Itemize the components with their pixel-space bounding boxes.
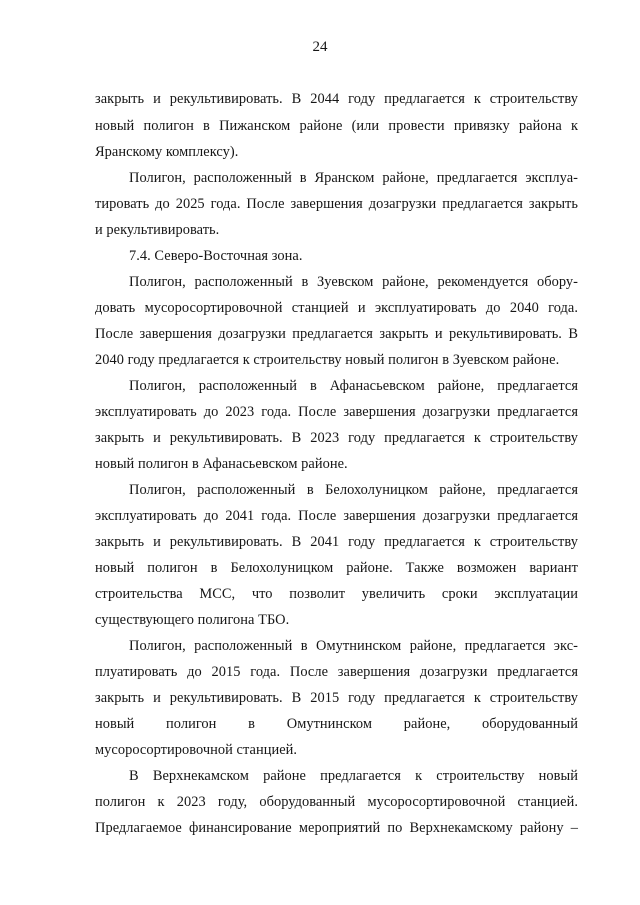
text-line: Яранскому комплексу). <box>95 144 239 160</box>
text-line: мусоросортировочной станцией. <box>95 742 298 758</box>
paragraph-first-line: Полигон, расположенный в Белохолуницком районе, предлагается <box>129 482 578 498</box>
text-line: новый полигон в Афанасьевском районе. <box>95 456 348 472</box>
text-line: После завершения дозагрузки предлагается закрыть и рекультивировать. В <box>95 326 578 342</box>
paragraph-first-line: Полигон, расположенный в Яранском районе, предлагается эксплуа- <box>129 170 578 186</box>
text-line: довать мусоросортировочной станцией и эксплуатировать до 2040 года. <box>95 300 578 316</box>
paragraph-first-line: Полигон, расположенный в Зуевском районе, рекомендуется обору- <box>129 274 578 290</box>
page-number: 24 <box>312 39 328 55</box>
text-line: 2040 году предлагается к строительству новый полигон в Зуевском районе. <box>95 352 560 368</box>
document-body <box>95 0 578 905</box>
section-heading: 7.4. Северо-Восточная зона. <box>129 248 303 264</box>
text-line: закрыть и рекультивировать. В 2015 году предлагается к строительству <box>95 690 578 706</box>
paragraph-first-line: Полигон, расположенный в Афанасьевском районе, предлагается <box>129 378 578 394</box>
text-line: строительства МСС, что позволит увеличить сроки эксплуатации <box>95 586 578 602</box>
text-line: закрыть и рекультивировать. В 2041 году предлагается к строительству <box>95 534 578 550</box>
text-line: Предлагаемое финансирование мероприятий по Верхнекамскому району – <box>95 820 578 836</box>
text-line: новый полигон в Пижанском районе (или провести привязку района к <box>95 118 578 134</box>
text-line: закрыть и рекультивировать. В 2023 году предлагается к строительству <box>95 430 578 446</box>
text-line: существующего полигона ТБО. <box>95 612 290 628</box>
text-line: эксплуатировать до 2023 года. После завершения дозагрузки предлагается <box>95 404 578 420</box>
paragraph-first-line: В Верхнекамском районе предлагается к строительству новый <box>129 768 578 784</box>
text-line: плуатировать до 2015 года. После завершения дозагрузки предлагается <box>95 664 578 680</box>
text-line: полигон к 2023 году, оборудованный мусоросортировочной станцией. <box>95 794 578 810</box>
text-line: эксплуатировать до 2041 года. После завершения дозагрузки предлагается <box>95 508 578 524</box>
text-line: новый полигон в Омутнинском районе, оборудованный <box>95 716 578 732</box>
text-line: тировать до 2025 года. После завершения дозагрузки предлагается закрыть <box>95 196 578 212</box>
text-line: закрыть и рекультивировать. В 2044 году предлагается к строительству <box>95 91 578 107</box>
text-line: и рекультивировать. <box>95 222 220 238</box>
paragraph-first-line: Полигон, расположенный в Омутнинском районе, предлагается экс- <box>129 638 578 654</box>
text-line: новый полигон в Белохолуницком районе. Также возможен вариант <box>95 560 578 576</box>
